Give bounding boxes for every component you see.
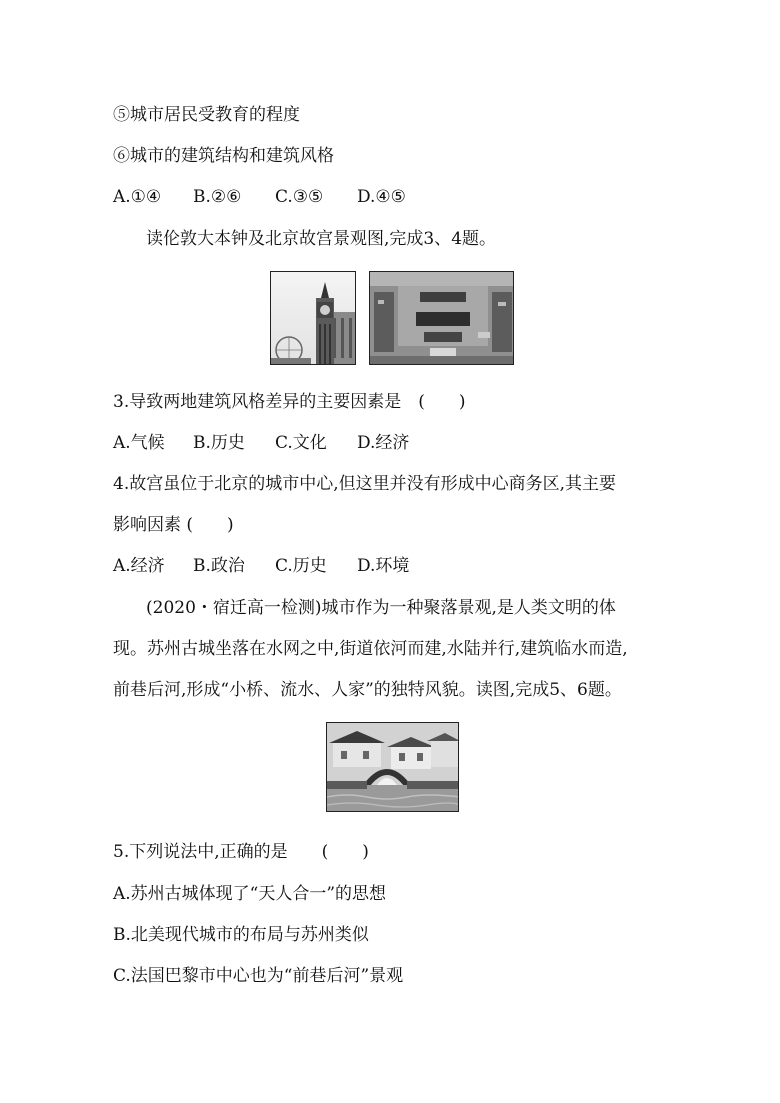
option-d: D.经济 (357, 433, 410, 453)
question-4-line-1: 4.故宫虽位于北京的城市中心,但这里并没有形成中心商务区,其主要 (113, 474, 617, 494)
option-b: B.历史 (193, 433, 245, 453)
forbidden-city-photo (369, 271, 514, 365)
option-b: B.②⑥ (193, 187, 242, 207)
suzhou-illustration (327, 723, 459, 812)
suzhou-town-painting (326, 722, 459, 812)
forbidden-city-illustration (370, 272, 514, 365)
option-d: D.④⑤ (357, 187, 406, 207)
question-4-line-2: 影响因素 ( ) (113, 515, 234, 535)
passage-line-2: 现。苏州古城坐落在水网之中,街道依河而建,水陆并行,建筑临水而造, (113, 639, 628, 659)
question-5-option-b: B.北美现代城市的布局与苏州类似 (113, 925, 369, 945)
option-a: A.经济 (113, 556, 165, 576)
option-line-6: ⑥城市的建筑结构和建筑风格 (113, 146, 334, 166)
option-c: C.历史 (275, 556, 327, 576)
option-line-5: ⑤城市居民受教育的程度 (113, 105, 300, 125)
question-5-option-c: C.法国巴黎市中心也为“前巷后河”景观 (113, 966, 404, 986)
question-5-option-a: A.苏州古城体现了“天人合一”的思想 (113, 884, 387, 904)
answer-options-q2 (113, 186, 406, 208)
passage-line-3: 前巷后河,形成“小桥、流水、人家”的独特风貌。读图,完成5、6题。 (113, 680, 622, 700)
question-3: 3.导致两地建筑风格差异的主要因素是 ( ) (113, 392, 466, 412)
passage-line-1: (2020・宿迁高一检测)城市作为一种聚落景观,是人类文明的体 (146, 598, 616, 618)
option-d: D.环境 (357, 556, 410, 576)
instruction-q3-4: 读伦敦大本钟及北京故宫景观图,完成3、4题。 (146, 229, 497, 249)
option-a: A.气候 (113, 433, 165, 453)
option-a: A.①④ (113, 187, 162, 207)
option-c: C.文化 (275, 433, 327, 453)
question-5: 5.下列说法中,正确的是 ( ) (113, 842, 369, 862)
big-ben-illustration (271, 272, 356, 365)
answer-options-q4 (113, 555, 409, 577)
option-b: B.政治 (193, 556, 245, 576)
big-ben-photo (270, 271, 356, 365)
answer-options-q3 (113, 432, 409, 454)
option-c: C.③⑤ (275, 187, 324, 207)
